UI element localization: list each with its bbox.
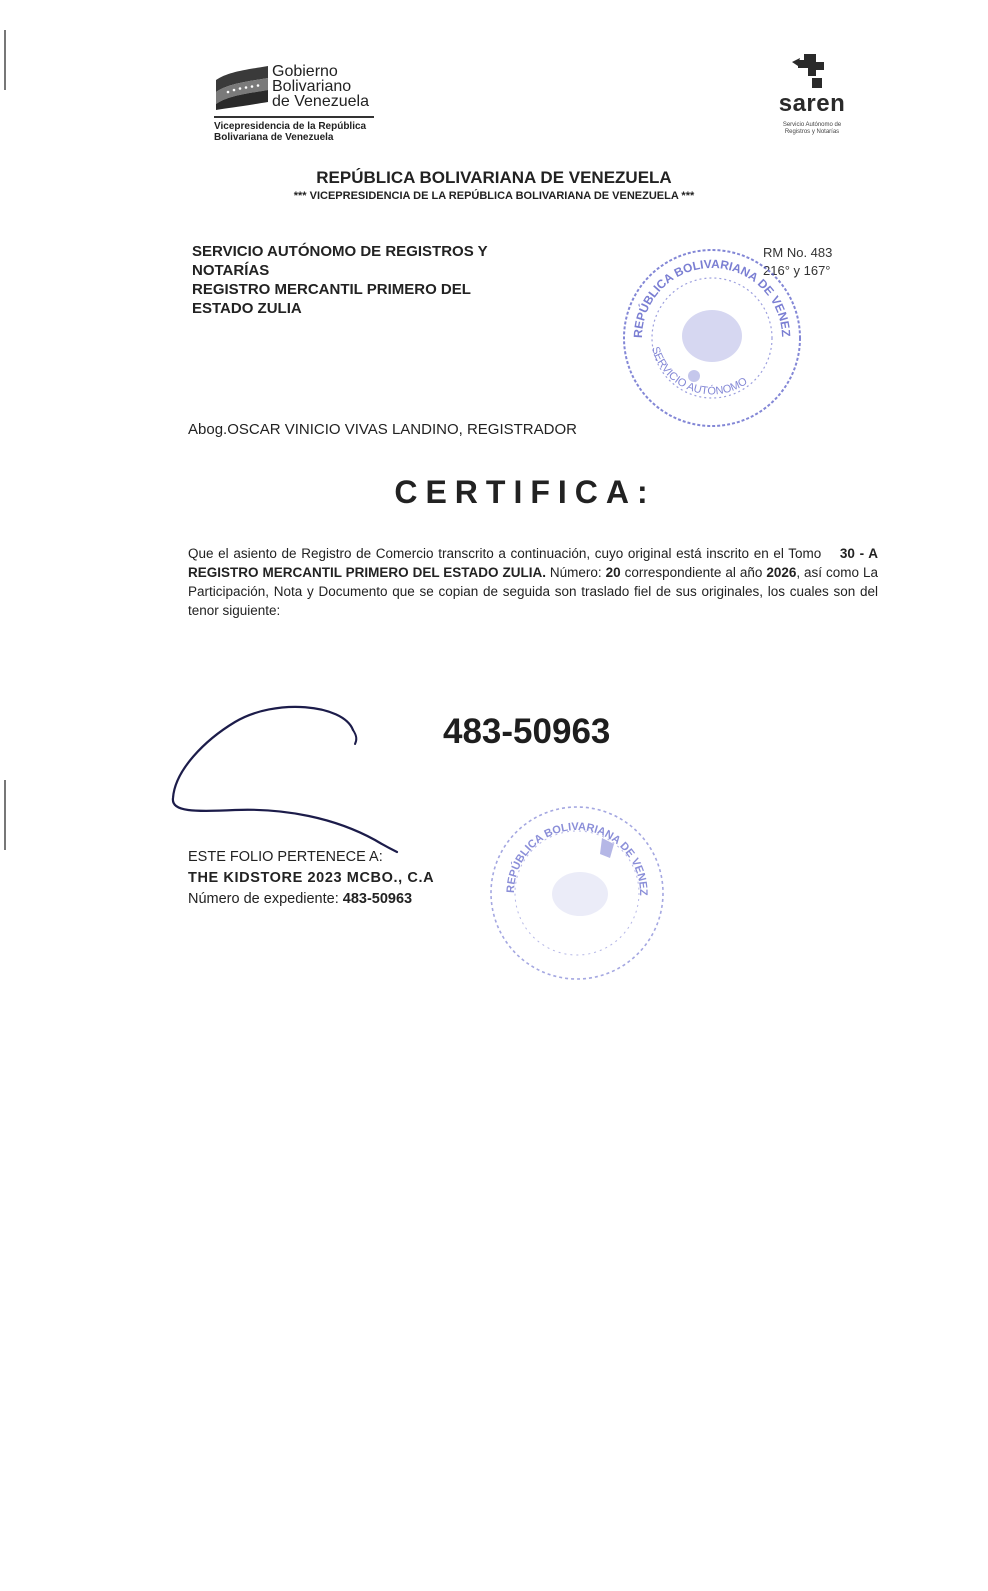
official-stamp-top [612,238,812,438]
body-year-label: correspondiente al año [624,565,763,580]
saren-mark-icon [786,52,836,90]
saren-logo [770,48,860,148]
company-name: THE KIDSTORE 2023 MCBO., C.A [188,870,435,886]
venezuela-flag-icon [214,62,270,110]
office-line3: REGISTRO MERCANTIL PRIMERO DEL [192,281,471,298]
gov-logo-line2: Bolivariano [272,78,352,95]
office-line1: SERVICIO AUTÓNOMO DE REGISTROS Y [192,243,488,260]
document-title: REPÚBLICA BOLIVARIANA DE VENEZUELA [316,168,672,187]
body-numero: 20 [605,565,621,580]
folio-expediente [188,889,434,910]
expediente-number: 483-50963 [443,712,611,751]
office-block [192,242,488,318]
handwritten-signature [165,700,425,860]
expediente-label: Número de expediente: [188,891,339,907]
folio-belongs: ESTE FOLIO PERTENECE A: [188,849,383,865]
stamp-seal-icon-2 [482,798,672,988]
body-numero-label: Número: [549,565,602,580]
government-logo [214,48,394,148]
registrar-name: Abog.OSCAR VINICIO VIVAS LANDINO, REGISTRADOR [188,421,577,438]
body-year: 2026 [766,565,797,580]
gov-logo-divider [214,116,374,118]
folio-block [188,847,434,910]
certifica-heading: CERTIFICA: [394,474,656,510]
stamp-top-text: REPÚBLICA BOLIVARIANA DE VENEZ [630,256,794,339]
gov-logo-line1: Gobierno [272,63,338,80]
stamp-bottom-text: SERVICIO AUTÓNOMO [649,345,750,398]
body-closing: , así como La Participación, Nota y Documento que se copian de seguida son traslado fiel de sus originales, los cuales son del tenor siguiente: [188,565,878,618]
rm-years: 216° y 167° [763,263,831,278]
gov-logo-sub1: Vicepresidencia de la República [214,121,367,132]
stamp-seal-icon [612,238,812,438]
document-subtitle: *** VICEPRESIDENCIA DE LA REPÚBLICA BOLIVARIANA DE VENEZUELA *** [293,190,695,202]
expediente-value: 483-50963 [342,891,413,907]
gov-logo-line3: de Venezuela [272,93,369,110]
saren-wordmark: saren [778,90,846,117]
rm-number: RM No. 483 [763,245,833,260]
office-line4: ESTADO ZULIA [192,300,302,317]
saren-sub2: Registros y Notarías [784,129,840,135]
official-stamp-bottom [482,798,672,988]
body-intro: Que el asiento de Registro de Comercio transcrito a continuación, cuyo original está inscrito en el Tomo [188,546,822,561]
scan-edge-mark [4,30,6,90]
certification-paragraph [188,544,878,620]
stamp2-top-text: REPÚBLICA BOLIVARIANA DE VENEZ [504,820,650,896]
saren-sub1: Servicio Autónomo de [782,122,842,128]
scan-edge-mark-2 [4,780,6,850]
gov-logo-sub2: Bolivariana de Venezuela [214,132,334,143]
office-line2: NOTARÍAS [192,262,270,279]
body-tomo: 30 - A REGISTRO MERCANTIL PRIMERO DEL ESTADO ZULIA. [188,546,878,580]
